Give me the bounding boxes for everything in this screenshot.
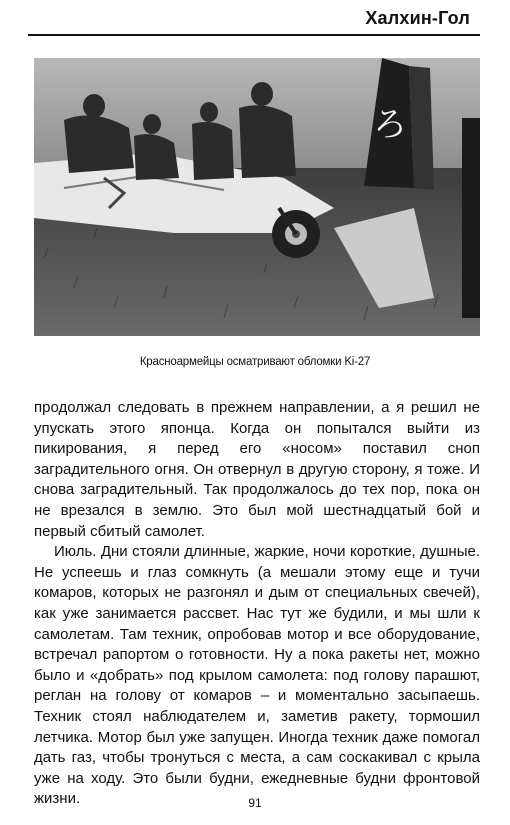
paragraph-2: Июль. Дни стояли длинные, жаркие, ночи короткие, душные. Не успеешь и глаз сомкнуть (а мешали этому еще и тучи комаров, которых не разгонял и дым от специальных свечей), как уже занимается рассвет. Нас тут же будили, и мы шли к самолетам. Там техник, опробовав мотор и все оборудование, встречал рапортом о готовности. Ну а пока ракеты нет, можно было и «добрать» под крылом самолета: под голову парашют, реглан на голову от комаров – и моментально засыпаешь. Техник стоял наблюдателем и, заметив ракету, тормошил летчика. Мотор был уже запущен. Иногда техник даже помогал дать газ, чтобы тронуться с места, а сам соскакивал с крыла уже на ходу. Это были будни, ежедневные будни фронтовой жизни.: [34, 543, 480, 808]
page-number: 91: [248, 796, 262, 810]
running-header: Халхин-Гол: [365, 8, 470, 28]
wreckage-photo: [34, 58, 480, 336]
paragraph-1: продолжал следовать в прежнем направлении, а я решил не упускать этого японца. Когда он попытался выйти из пикирования, я перед его «носом» поставил сноп заградительного огня. Он отвернул в другую сторону, я тоже. И снова заградительный. Так продолжалось до тех пор, пока он не врезался в землю. Это был мой шестнадцатый бой и первый сбитый самолет.: [34, 399, 480, 540]
photo-caption: Красноармейцы осматривают обломки Ki-27: [139, 356, 371, 368]
body-text: [34, 398, 480, 810]
header-divider: [28, 34, 480, 36]
tail-marking: ろ: [373, 105, 407, 145]
photo-illustration: [34, 58, 480, 336]
